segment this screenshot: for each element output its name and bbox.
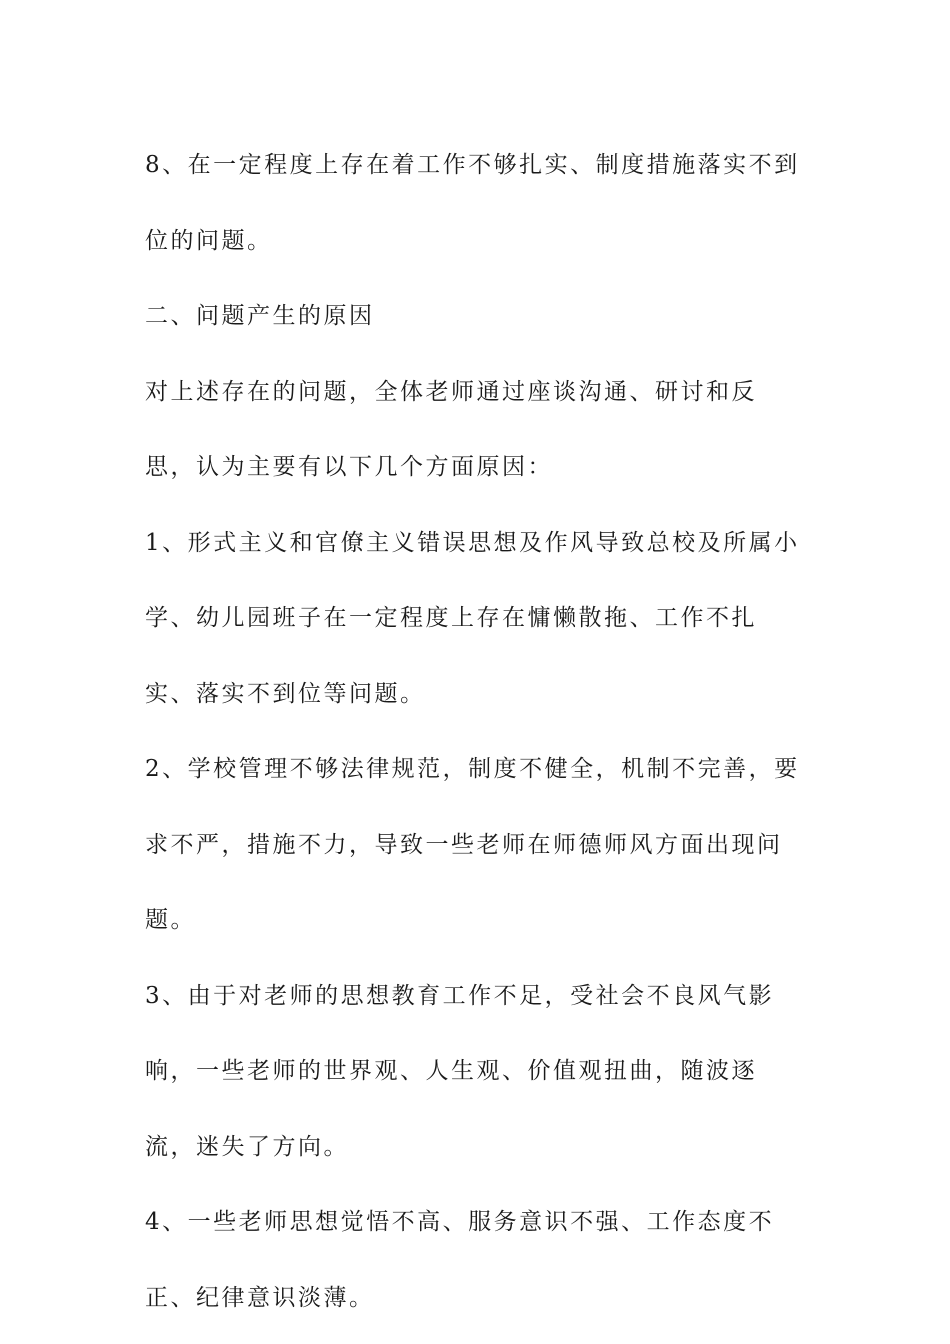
section-heading-causes: 二、问题产生的原因 [145,303,375,329]
paragraph-cause-3: 3、由于对老师的思想教育工作不足，受社会不良风气影响，一些老师的世界观、人生观、价值观扭曲，随波逐流，迷失了方向。 [145,982,775,1160]
paragraph-cause-2: 2、学校管理不够法律规范，制度不健全，机制不完善，要求不严，措施不力，导致一些老师在师德师风方面出现问题。 [145,756,800,933]
document-body [145,128,807,1336]
paragraph-cause-4: 4、一些老师思想觉悟不高、服务意识不强、工作态度不正、纪律意识淡薄。 [145,1209,775,1311]
paragraph-cause-1: 1、形式主义和官僚主义错误思想及作风导致总校及所属小学、幼儿园班子在一定程度上存在慵懒散拖、工作不扎实、落实不到位等问题。 [145,529,800,707]
paragraph-intro: 对上述存在的问题，全体老师通过座谈沟通、研讨和反思，认为主要有以下几个方面原因： [145,378,757,480]
paragraph-item-8: 8、在一定程度上存在着工作不够扎实、制度措施落实不到位的问题。 [145,152,800,254]
